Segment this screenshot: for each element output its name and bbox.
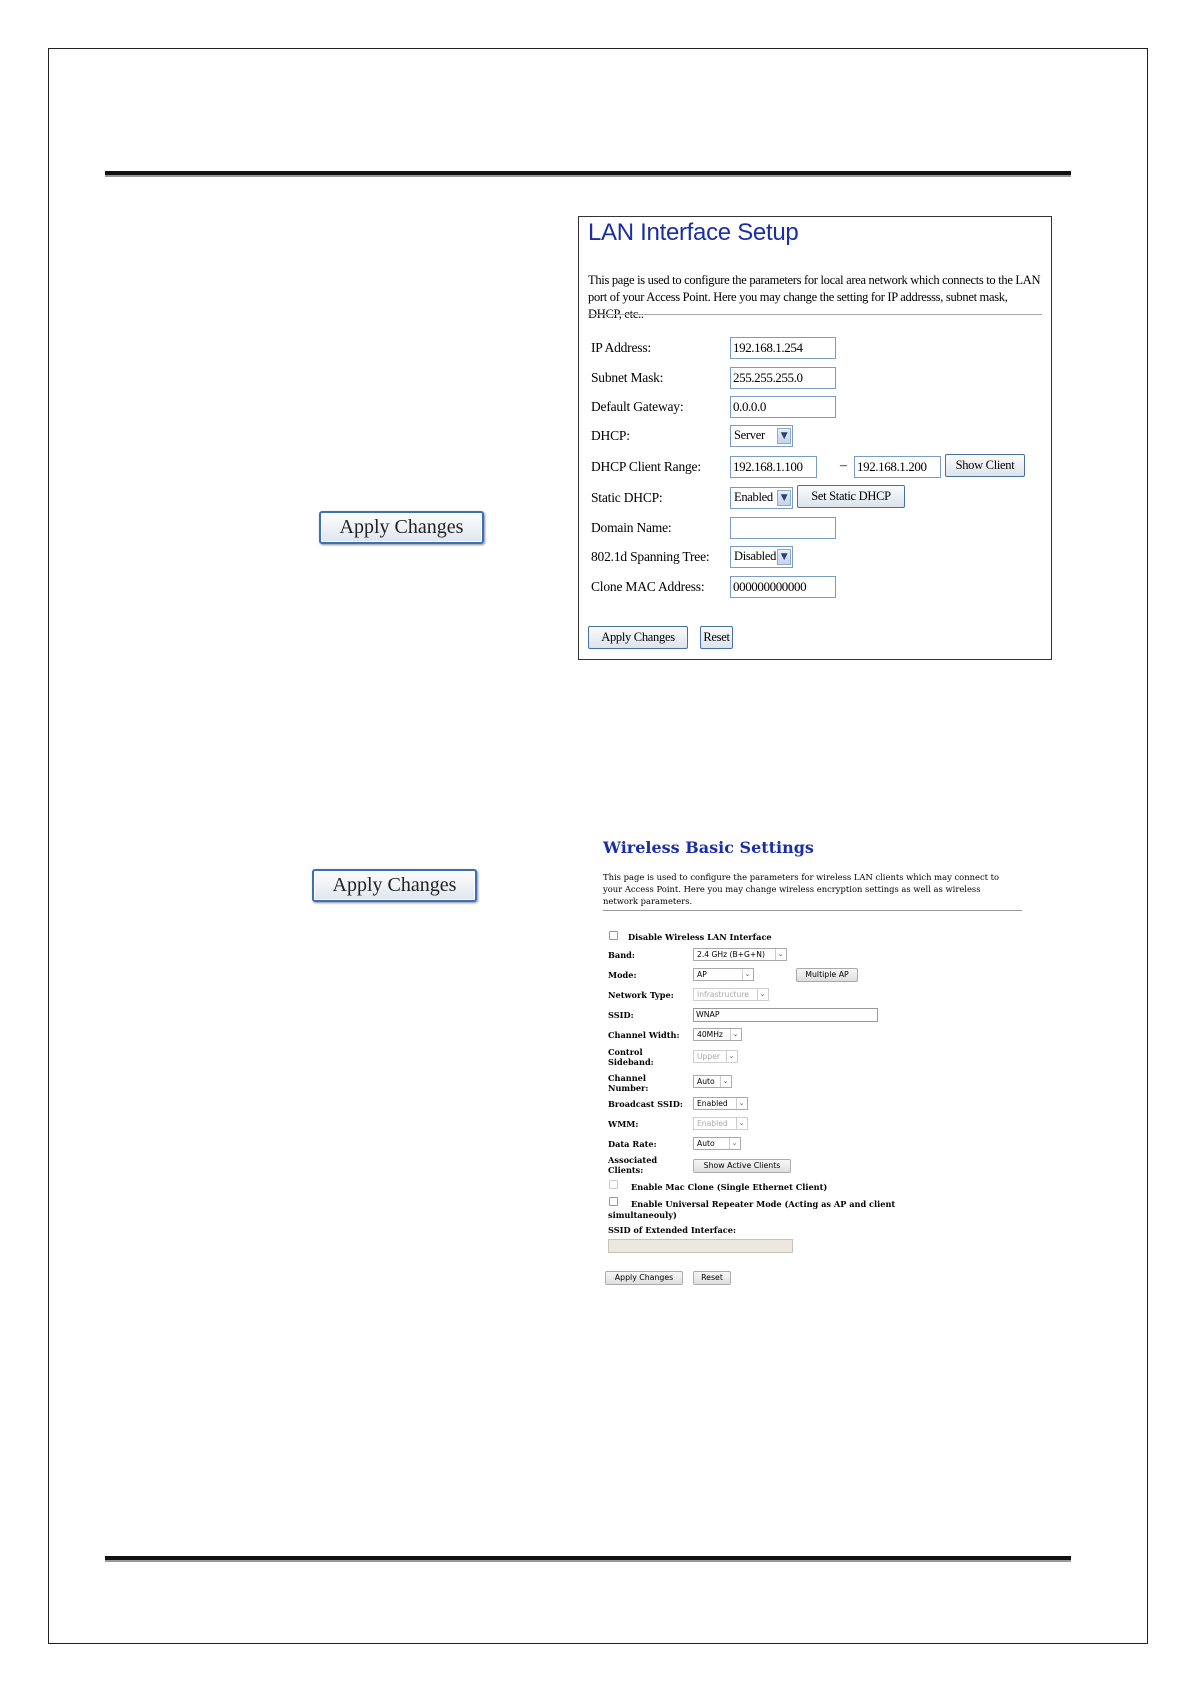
control-sideband-label-line2: Sideband:: [608, 1057, 654, 1067]
subnet-mask-input[interactable]: 255.255.255.0: [730, 367, 836, 389]
ip-address-label: IP Address:: [591, 340, 651, 355]
chevron-down-icon: ⌄: [775, 949, 785, 960]
page-description: This page is used to configure the parameters for local area network which connects to the LAN port of your Access Point. Here you may change the setting for IP addresss, subnet mask, DHCP, etc..: [588, 273, 1041, 321]
disable-wireless-checkbox[interactable]: [609, 931, 618, 940]
network-type-selected-value: Infrastructure: [697, 990, 749, 999]
static-dhcp-row: [591, 487, 1041, 511]
broadcast-ssid-select[interactable]: [693, 1097, 748, 1110]
header-rule: [105, 171, 1071, 177]
chevron-down-icon: ▼: [777, 428, 791, 444]
channel-width-selected-value: 40MHz: [697, 1030, 723, 1039]
default-gateway-row: [591, 396, 1041, 420]
show-active-clients-button[interactable]: Show Active Clients: [693, 1159, 791, 1173]
channel-number-selected-value: Auto: [697, 1077, 715, 1086]
dhcp-range-start-input[interactable]: 192.168.1.100: [730, 456, 817, 478]
range-separator: –: [840, 458, 847, 473]
associated-clients-label-line2: Clients:: [608, 1165, 644, 1175]
wmm-selected-value: Enabled: [697, 1119, 728, 1128]
mode-select[interactable]: [693, 968, 754, 981]
data-rate-selected-value: Auto: [697, 1139, 715, 1148]
apply-changes-button[interactable]: Apply Changes: [588, 626, 688, 649]
band-select[interactable]: [693, 948, 787, 961]
apply-changes-button-large[interactable]: Apply Changes: [319, 511, 484, 544]
data-rate-select[interactable]: [693, 1137, 741, 1150]
mode-selected-value: AP: [697, 970, 707, 979]
chevron-down-icon: ⌄: [742, 969, 752, 980]
dhcp-range-end-input[interactable]: 192.168.1.200: [854, 456, 941, 478]
dhcp-client-range-label: DHCP Client Range:: [591, 459, 701, 474]
wmm-select[interactable]: [693, 1117, 748, 1130]
spanning-tree-selected-value: Disabled: [734, 549, 777, 563]
mac-clone-label: Enable Mac Clone (Single Ethernet Client): [631, 1182, 828, 1192]
ssid-extended-input[interactable]: [608, 1239, 793, 1253]
network-type-select[interactable]: [693, 988, 769, 1001]
chevron-down-icon: ⌄: [729, 1138, 739, 1149]
mode-label: Mode:: [608, 970, 637, 980]
chevron-down-icon: ⌄: [720, 1076, 730, 1087]
control-sideband-label: [608, 1047, 654, 1067]
subnet-mask-label: Subnet Mask:: [591, 370, 664, 385]
channel-number-label-line2: Number:: [608, 1083, 649, 1093]
divider: [603, 910, 1022, 911]
default-gateway-label: Default Gateway:: [591, 399, 684, 414]
network-type-label: Network Type:: [608, 990, 674, 1000]
channel-number-select[interactable]: [693, 1075, 732, 1088]
clone-mac-label: Clone MAC Address:: [591, 579, 705, 594]
wmm-label: WMM:: [608, 1119, 639, 1129]
universal-repeater-label-line1: Enable Universal Repeater Mode (Acting as AP and client: [631, 1199, 896, 1209]
lan-interface-setup-panel: [578, 216, 1052, 660]
page-title: Wireless Basic Settings: [603, 838, 814, 857]
chevron-down-icon: ⌄: [736, 1118, 746, 1129]
broadcast-ssid-label: Broadcast SSID:: [608, 1099, 683, 1109]
dhcp-label: DHCP:: [591, 428, 630, 443]
band-selected-value: 2.4 GHz (B+G+N): [697, 950, 765, 959]
chevron-down-icon: ▼: [777, 490, 791, 506]
static-dhcp-select[interactable]: [730, 487, 793, 509]
control-sideband-select[interactable]: [693, 1050, 738, 1063]
chevron-down-icon: ⌄: [726, 1051, 736, 1062]
spanning-tree-select[interactable]: [730, 546, 793, 568]
broadcast-ssid-selected-value: Enabled: [697, 1099, 728, 1108]
clone-mac-row: [591, 576, 1041, 600]
reset-button[interactable]: Reset: [693, 1271, 731, 1285]
domain-name-input[interactable]: [730, 517, 836, 539]
show-client-button[interactable]: Show Client: [945, 454, 1025, 477]
channel-number-label: [608, 1073, 648, 1093]
subnet-mask-row: [591, 367, 1041, 391]
ip-address-input[interactable]: 192.168.1.254: [730, 337, 836, 359]
static-dhcp-selected-value: Enabled: [734, 490, 773, 504]
page-title: LAN Interface Setup: [588, 219, 799, 246]
divider: [588, 314, 1042, 315]
page-description: This page is used to configure the parameters for wireless LAN clients which may connect to your Access Point. Here you may change wireless encryption settings as well as wireless network parameters.: [603, 872, 1000, 906]
footer-rule: [105, 1556, 1071, 1562]
static-dhcp-label: Static DHCP:: [591, 490, 663, 505]
universal-repeater-checkbox[interactable]: [609, 1197, 618, 1206]
control-sideband-selected-value: Upper: [697, 1052, 720, 1061]
multiple-ap-button[interactable]: Multiple AP: [796, 968, 858, 982]
spanning-tree-row: [591, 546, 1041, 570]
chevron-down-icon: ⌄: [730, 1029, 740, 1040]
reset-button[interactable]: Reset: [700, 626, 733, 649]
associated-clients-label: [608, 1155, 657, 1175]
associated-clients-label-line1: Associated: [608, 1155, 658, 1165]
dhcp-select[interactable]: [730, 425, 793, 447]
apply-changes-button[interactable]: Apply Changes: [605, 1271, 683, 1285]
apply-changes-button-large[interactable]: Apply Changes: [312, 869, 477, 902]
data-rate-label: Data Rate:: [608, 1139, 657, 1149]
default-gateway-input[interactable]: 0.0.0.0: [730, 396, 836, 418]
chevron-down-icon: ⌄: [757, 989, 767, 1000]
dhcp-selected-value: Server: [734, 428, 765, 442]
chevron-down-icon: ▼: [777, 549, 791, 565]
disable-wireless-label: Disable Wireless LAN Interface: [628, 932, 772, 942]
chevron-down-icon: ⌄: [736, 1098, 746, 1109]
dhcp-client-range-row: [591, 456, 1041, 480]
set-static-dhcp-button[interactable]: Set Static DHCP: [797, 485, 905, 508]
ip-address-row: [591, 337, 1041, 361]
ssid-label: SSID:: [608, 1010, 634, 1020]
mac-clone-checkbox[interactable]: [609, 1180, 618, 1189]
spanning-tree-label: 802.1d Spanning Tree:: [591, 549, 710, 564]
ssid-extended-label: SSID of Extended Interface:: [608, 1225, 736, 1235]
universal-repeater-label-line2: simultaneouly): [608, 1210, 677, 1220]
channel-width-select[interactable]: [693, 1028, 742, 1041]
domain-name-label: Domain Name:: [591, 520, 672, 535]
domain-name-row: [591, 517, 1041, 541]
clone-mac-input[interactable]: 000000000000: [730, 576, 836, 598]
channel-number-label-line1: Channel: [608, 1073, 646, 1083]
dhcp-row: [591, 425, 1041, 449]
band-label: Band:: [608, 950, 635, 960]
channel-width-label: Channel Width:: [608, 1030, 680, 1040]
ssid-input[interactable]: WNAP: [693, 1008, 878, 1022]
control-sideband-label-line1: Control: [608, 1047, 643, 1057]
